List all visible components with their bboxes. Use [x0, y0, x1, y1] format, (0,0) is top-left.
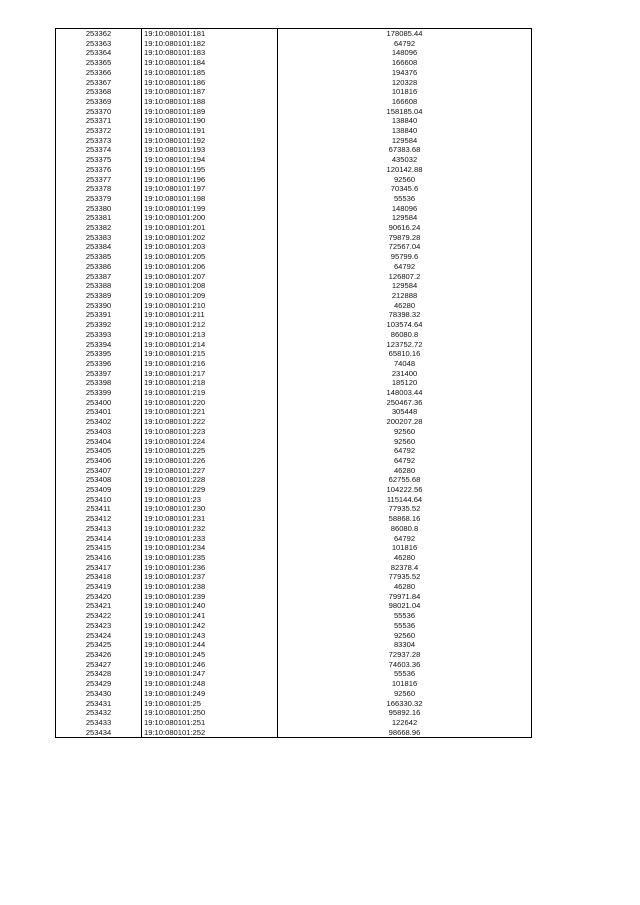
- row-number: 253420: [56, 592, 142, 602]
- row-number: 253423: [56, 621, 142, 631]
- cadastral-value: 194376: [278, 68, 532, 78]
- cadastral-value: 138840: [278, 116, 532, 126]
- cadastral-number: 19:10:080101:250: [142, 708, 278, 718]
- row-number: 253412: [56, 514, 142, 524]
- row-number: 253399: [56, 388, 142, 398]
- table-body: [56, 29, 532, 738]
- cadastral-number: 19:10:080101:196: [142, 175, 278, 185]
- cadastral-number: 19:10:080101:218: [142, 378, 278, 388]
- cadastral-number: 19:10:080101:191: [142, 126, 278, 136]
- table-row: [56, 601, 532, 611]
- row-number: 253367: [56, 78, 142, 88]
- cadastral-number: 19:10:080101:233: [142, 534, 278, 544]
- row-number: 253375: [56, 155, 142, 165]
- table-row: [56, 592, 532, 602]
- cadastral-number: 19:10:080101:229: [142, 485, 278, 495]
- row-number: 253404: [56, 437, 142, 447]
- cadastral-value: 115144.64: [278, 495, 532, 505]
- row-number: 253429: [56, 679, 142, 689]
- cadastral-value: 129584: [278, 136, 532, 146]
- cadastral-number: 19:10:080101:202: [142, 233, 278, 243]
- cadastral-value: 98668.96: [278, 728, 532, 738]
- row-number: 253369: [56, 97, 142, 107]
- cadastral-value: 123752.72: [278, 340, 532, 350]
- cadastral-number: 19:10:080101:186: [142, 78, 278, 88]
- table-row: [56, 718, 532, 728]
- table-row: [56, 543, 532, 553]
- cadastral-number: 19:10:080101:232: [142, 524, 278, 534]
- cadastral-number: 19:10:080101:195: [142, 165, 278, 175]
- cadastral-number: 19:10:080101:243: [142, 631, 278, 641]
- cadastral-number: 19:10:080101:248: [142, 679, 278, 689]
- cadastral-value: 70345.6: [278, 184, 532, 194]
- row-number: 253374: [56, 145, 142, 155]
- cadastral-value: 178085.44: [278, 29, 532, 39]
- cadastral-value: 120142.88: [278, 165, 532, 175]
- row-number: 253384: [56, 242, 142, 252]
- cadastral-number: 19:10:080101:193: [142, 145, 278, 155]
- row-number: 253407: [56, 466, 142, 476]
- table-row: [56, 679, 532, 689]
- cadastral-value: 101816: [278, 679, 532, 689]
- cadastral-number: 19:10:080101:247: [142, 669, 278, 679]
- cadastral-number: 19:10:080101:235: [142, 553, 278, 563]
- row-number: 253365: [56, 58, 142, 68]
- cadastral-value: 148096: [278, 204, 532, 214]
- table-row: [56, 572, 532, 582]
- table-row: [56, 87, 532, 97]
- table-row: [56, 155, 532, 165]
- row-number: 253414: [56, 534, 142, 544]
- row-number: 253385: [56, 252, 142, 262]
- row-number: 253370: [56, 107, 142, 117]
- cadastral-number: 19:10:080101:245: [142, 650, 278, 660]
- row-number: 253431: [56, 699, 142, 709]
- cadastral-value: 148096: [278, 48, 532, 58]
- table-row: [56, 563, 532, 573]
- cadastral-value: 90616.24: [278, 223, 532, 233]
- table-row: [56, 669, 532, 679]
- table-row: [56, 107, 532, 117]
- cadastral-number: 19:10:080101:209: [142, 291, 278, 301]
- cadastral-value: 55536: [278, 194, 532, 204]
- row-number: 253362: [56, 29, 142, 39]
- cadastral-number: 19:10:080101:208: [142, 281, 278, 291]
- table-row: [56, 252, 532, 262]
- cadastral-number: 19:10:080101:231: [142, 514, 278, 524]
- table-row: [56, 699, 532, 709]
- cadastral-value: 129584: [278, 281, 532, 291]
- row-number: 253391: [56, 310, 142, 320]
- cadastral-number: 19:10:080101:224: [142, 437, 278, 447]
- cadastral-value: 55536: [278, 611, 532, 621]
- cadastral-number: 19:10:080101:228: [142, 475, 278, 485]
- cadastral-value: 82378.4: [278, 563, 532, 573]
- row-number: 253409: [56, 485, 142, 495]
- cadastral-value: 103574.64: [278, 320, 532, 330]
- table-row: [56, 708, 532, 718]
- table-row: [56, 291, 532, 301]
- cadastral-number: 19:10:080101:226: [142, 456, 278, 466]
- row-number: 253424: [56, 631, 142, 641]
- cadastral-number: 19:10:080101:216: [142, 359, 278, 369]
- row-number: 253364: [56, 48, 142, 58]
- cadastral-value: 148003.44: [278, 388, 532, 398]
- row-number: 253422: [56, 611, 142, 621]
- cadastral-number: 19:10:080101:219: [142, 388, 278, 398]
- cadastral-value: 166330.32: [278, 699, 532, 709]
- table-row: [56, 650, 532, 660]
- cadastral-value: 120328: [278, 78, 532, 88]
- cadastral-value: 78398.32: [278, 310, 532, 320]
- row-number: 253387: [56, 272, 142, 282]
- cadastral-value: 92560: [278, 689, 532, 699]
- cadastral-value: 122642: [278, 718, 532, 728]
- cadastral-number: 19:10:080101:244: [142, 640, 278, 650]
- table-row: [56, 145, 532, 155]
- table-row: [56, 495, 532, 505]
- row-number: 253413: [56, 524, 142, 534]
- row-number: 253378: [56, 184, 142, 194]
- table-row: [56, 213, 532, 223]
- cadastral-number: 19:10:080101:242: [142, 621, 278, 631]
- cadastral-value: 95892.16: [278, 708, 532, 718]
- row-number: 253368: [56, 87, 142, 97]
- table-row: [56, 242, 532, 252]
- row-number: 253411: [56, 504, 142, 514]
- table-row: [56, 485, 532, 495]
- cadastral-number: 19:10:080101:25: [142, 699, 278, 709]
- cadastral-number: 19:10:080101:237: [142, 572, 278, 582]
- cadastral-number: 19:10:080101:214: [142, 340, 278, 350]
- cadastral-value: 92560: [278, 175, 532, 185]
- cadastral-number: 19:10:080101:217: [142, 369, 278, 379]
- cadastral-number: 19:10:080101:213: [142, 330, 278, 340]
- cadastral-value: 64792: [278, 262, 532, 272]
- cadastral-value: 129584: [278, 213, 532, 223]
- cadastral-value: 86080.8: [278, 524, 532, 534]
- cadastral-value: 46280: [278, 553, 532, 563]
- cadastral-value: 77935.52: [278, 504, 532, 514]
- table-row: [56, 407, 532, 417]
- row-number: 253419: [56, 582, 142, 592]
- table-row: [56, 310, 532, 320]
- cadastral-number: 19:10:080101:234: [142, 543, 278, 553]
- table-row: [56, 78, 532, 88]
- cadastral-value: 166608: [278, 58, 532, 68]
- cadastral-value: 92560: [278, 437, 532, 447]
- cadastral-number: 19:10:080101:249: [142, 689, 278, 699]
- row-number: 253392: [56, 320, 142, 330]
- cadastral-value: 126807.2: [278, 272, 532, 282]
- cadastral-value: 72937.28: [278, 650, 532, 660]
- cadastral-value: 58868.16: [278, 514, 532, 524]
- row-number: 253377: [56, 175, 142, 185]
- row-number: 253366: [56, 68, 142, 78]
- cadastral-value: 65810.16: [278, 349, 532, 359]
- row-number: 253395: [56, 349, 142, 359]
- cadastral-number: 19:10:080101:240: [142, 601, 278, 611]
- row-number: 253401: [56, 407, 142, 417]
- table-row: [56, 233, 532, 243]
- table-row: [56, 223, 532, 233]
- table-row: [56, 514, 532, 524]
- table-row: [56, 369, 532, 379]
- cadastral-number: 19:10:080101:198: [142, 194, 278, 204]
- row-number: 253406: [56, 456, 142, 466]
- cadastral-number: 19:10:080101:251: [142, 718, 278, 728]
- table-row: [56, 631, 532, 641]
- cadastral-value: 46280: [278, 582, 532, 592]
- table-row: [56, 301, 532, 311]
- cadastral-number: 19:10:080101:239: [142, 592, 278, 602]
- cadastral-number: 19:10:080101:201: [142, 223, 278, 233]
- table-row: [56, 437, 532, 447]
- cadastral-value: 74603.36: [278, 660, 532, 670]
- row-number: 253426: [56, 650, 142, 660]
- cadastral-value: 101816: [278, 543, 532, 553]
- cadastral-number: 19:10:080101:203: [142, 242, 278, 252]
- table-row: [56, 611, 532, 621]
- cadastral-number: 19:10:080101:238: [142, 582, 278, 592]
- cadastral-value: 64792: [278, 534, 532, 544]
- row-number: 253382: [56, 223, 142, 233]
- row-number: 253372: [56, 126, 142, 136]
- row-number: 253381: [56, 213, 142, 223]
- cadastral-value: 46280: [278, 466, 532, 476]
- cadastral-number: 19:10:080101:187: [142, 87, 278, 97]
- cadastral-number: 19:10:080101:230: [142, 504, 278, 514]
- cadastral-number: 19:10:080101:205: [142, 252, 278, 262]
- table-row: [56, 136, 532, 146]
- cadastral-value: 55536: [278, 669, 532, 679]
- table-row: [56, 640, 532, 650]
- cadastral-value: 64792: [278, 39, 532, 49]
- row-number: 253371: [56, 116, 142, 126]
- table-row: [56, 504, 532, 514]
- cadastral-number: 19:10:080101:194: [142, 155, 278, 165]
- table-row: [56, 475, 532, 485]
- cadastral-value: 435032: [278, 155, 532, 165]
- cadastral-value: 95799.6: [278, 252, 532, 262]
- table-row: [56, 553, 532, 563]
- cadastral-number: 19:10:080101:197: [142, 184, 278, 194]
- cadastral-value: 79879.28: [278, 233, 532, 243]
- cadastral-number: 19:10:080101:206: [142, 262, 278, 272]
- table-row: [56, 359, 532, 369]
- row-number: 253363: [56, 39, 142, 49]
- cadastral-value: 83304: [278, 640, 532, 650]
- row-number: 253394: [56, 340, 142, 350]
- cadastral-value: 212888: [278, 291, 532, 301]
- cadastral-value: 138840: [278, 126, 532, 136]
- cadastral-number: 19:10:080101:252: [142, 728, 278, 738]
- row-number: 253418: [56, 572, 142, 582]
- table-row: [56, 446, 532, 456]
- cadastral-value: 158185.04: [278, 107, 532, 117]
- table-row: [56, 388, 532, 398]
- cadastral-number: 19:10:080101:185: [142, 68, 278, 78]
- cadastral-number: 19:10:080101:181: [142, 29, 278, 39]
- row-number: 253400: [56, 398, 142, 408]
- cadastral-number: 19:10:080101:189: [142, 107, 278, 117]
- cadastral-value: 101816: [278, 87, 532, 97]
- table-row: [56, 417, 532, 427]
- cadastral-value: 79971.84: [278, 592, 532, 602]
- cadastral-number: 19:10:080101:182: [142, 39, 278, 49]
- cadastral-value: 55536: [278, 621, 532, 631]
- cadastral-value: 77935.52: [278, 572, 532, 582]
- table-row: [56, 340, 532, 350]
- cadastral-value: 200207.28: [278, 417, 532, 427]
- cadastral-number: 19:10:080101:223: [142, 427, 278, 437]
- cadastral-number: 19:10:080101:215: [142, 349, 278, 359]
- row-number: 253417: [56, 563, 142, 573]
- table-row: [56, 582, 532, 592]
- cadastral-number: 19:10:080101:241: [142, 611, 278, 621]
- table-row: [56, 660, 532, 670]
- table-row: [56, 97, 532, 107]
- table-row: [56, 194, 532, 204]
- cadastral-number: 19:10:080101:200: [142, 213, 278, 223]
- cadastral-number: 19:10:080101:184: [142, 58, 278, 68]
- table-row: [56, 466, 532, 476]
- row-number: 253425: [56, 640, 142, 650]
- row-number: 253432: [56, 708, 142, 718]
- cadastral-number: 19:10:080101:220: [142, 398, 278, 408]
- cadastral-value: 98021.04: [278, 601, 532, 611]
- cadastral-value: 104222.56: [278, 485, 532, 495]
- cadastral-number: 19:10:080101:222: [142, 417, 278, 427]
- table-row: [56, 272, 532, 282]
- table-row: [56, 58, 532, 68]
- table-row: [56, 175, 532, 185]
- table-row: [56, 184, 532, 194]
- table-row: [56, 165, 532, 175]
- row-number: 253430: [56, 689, 142, 699]
- row-number: 253434: [56, 728, 142, 738]
- table-row: [56, 126, 532, 136]
- cadastral-value: 92560: [278, 427, 532, 437]
- table-row: [56, 728, 532, 738]
- row-number: 253397: [56, 369, 142, 379]
- row-number: 253416: [56, 553, 142, 563]
- row-number: 253415: [56, 543, 142, 553]
- row-number: 253421: [56, 601, 142, 611]
- row-number: 253379: [56, 194, 142, 204]
- table-row: [56, 68, 532, 78]
- cadastral-number: 19:10:080101:227: [142, 466, 278, 476]
- cadastral-value: 64792: [278, 446, 532, 456]
- table-row: [56, 427, 532, 437]
- table-row: [56, 398, 532, 408]
- cadastral-value: 62755.68: [278, 475, 532, 485]
- row-number: 253427: [56, 660, 142, 670]
- table-row: [56, 621, 532, 631]
- table-row: [56, 204, 532, 214]
- table-row: [56, 456, 532, 466]
- table-row: [56, 330, 532, 340]
- cadastral-number: 19:10:080101:188: [142, 97, 278, 107]
- row-number: 253428: [56, 669, 142, 679]
- row-number: 253388: [56, 281, 142, 291]
- cadastral-value: 72567.04: [278, 242, 532, 252]
- cadastral-value: 185120: [278, 378, 532, 388]
- cadastral-number: 19:10:080101:190: [142, 116, 278, 126]
- cadastral-value: 305448: [278, 407, 532, 417]
- cadastral-number: 19:10:080101:212: [142, 320, 278, 330]
- table-row: [56, 39, 532, 49]
- cadastral-number: 19:10:080101:225: [142, 446, 278, 456]
- cadastral-value: 86080.8: [278, 330, 532, 340]
- row-number: 253405: [56, 446, 142, 456]
- cadastral-value: 166608: [278, 97, 532, 107]
- row-number: 253403: [56, 427, 142, 437]
- row-number: 253398: [56, 378, 142, 388]
- table-row: [56, 262, 532, 272]
- cadastral-value: 92560: [278, 631, 532, 641]
- cadastral-value: 231400: [278, 369, 532, 379]
- row-number: 253386: [56, 262, 142, 272]
- cadastral-value: 46280: [278, 301, 532, 311]
- cadastral-number: 19:10:080101:207: [142, 272, 278, 282]
- cadastral-number: 19:10:080101:236: [142, 563, 278, 573]
- cadastral-number: 19:10:080101:246: [142, 660, 278, 670]
- cadastral-number: 19:10:080101:23: [142, 495, 278, 505]
- table-row: [56, 689, 532, 699]
- table-row: [56, 281, 532, 291]
- cadastral-number: 19:10:080101:210: [142, 301, 278, 311]
- cadastral-number: 19:10:080101:221: [142, 407, 278, 417]
- row-number: 253410: [56, 495, 142, 505]
- table-row: [56, 378, 532, 388]
- cadastral-value: 74048: [278, 359, 532, 369]
- cadastral-value: 250467.36: [278, 398, 532, 408]
- cadastral-number: 19:10:080101:192: [142, 136, 278, 146]
- table-row: [56, 349, 532, 359]
- table-row: [56, 534, 532, 544]
- row-number: 253433: [56, 718, 142, 728]
- table-row: [56, 320, 532, 330]
- cadastral-number: 19:10:080101:199: [142, 204, 278, 214]
- cadastral-number: 19:10:080101:183: [142, 48, 278, 58]
- table-row: [56, 29, 532, 39]
- row-number: 253396: [56, 359, 142, 369]
- row-number: 253390: [56, 301, 142, 311]
- row-number: 253376: [56, 165, 142, 175]
- row-number: 253408: [56, 475, 142, 485]
- row-number: 253383: [56, 233, 142, 243]
- row-number: 253389: [56, 291, 142, 301]
- cadastral-value-table: [55, 28, 532, 738]
- table-row: [56, 48, 532, 58]
- row-number: 253373: [56, 136, 142, 146]
- cadastral-value: 64792: [278, 456, 532, 466]
- row-number: 253380: [56, 204, 142, 214]
- cadastral-value: 67383.68: [278, 145, 532, 155]
- table-row: [56, 524, 532, 534]
- row-number: 253402: [56, 417, 142, 427]
- row-number: 253393: [56, 330, 142, 340]
- cadastral-number: 19:10:080101:211: [142, 310, 278, 320]
- table-row: [56, 116, 532, 126]
